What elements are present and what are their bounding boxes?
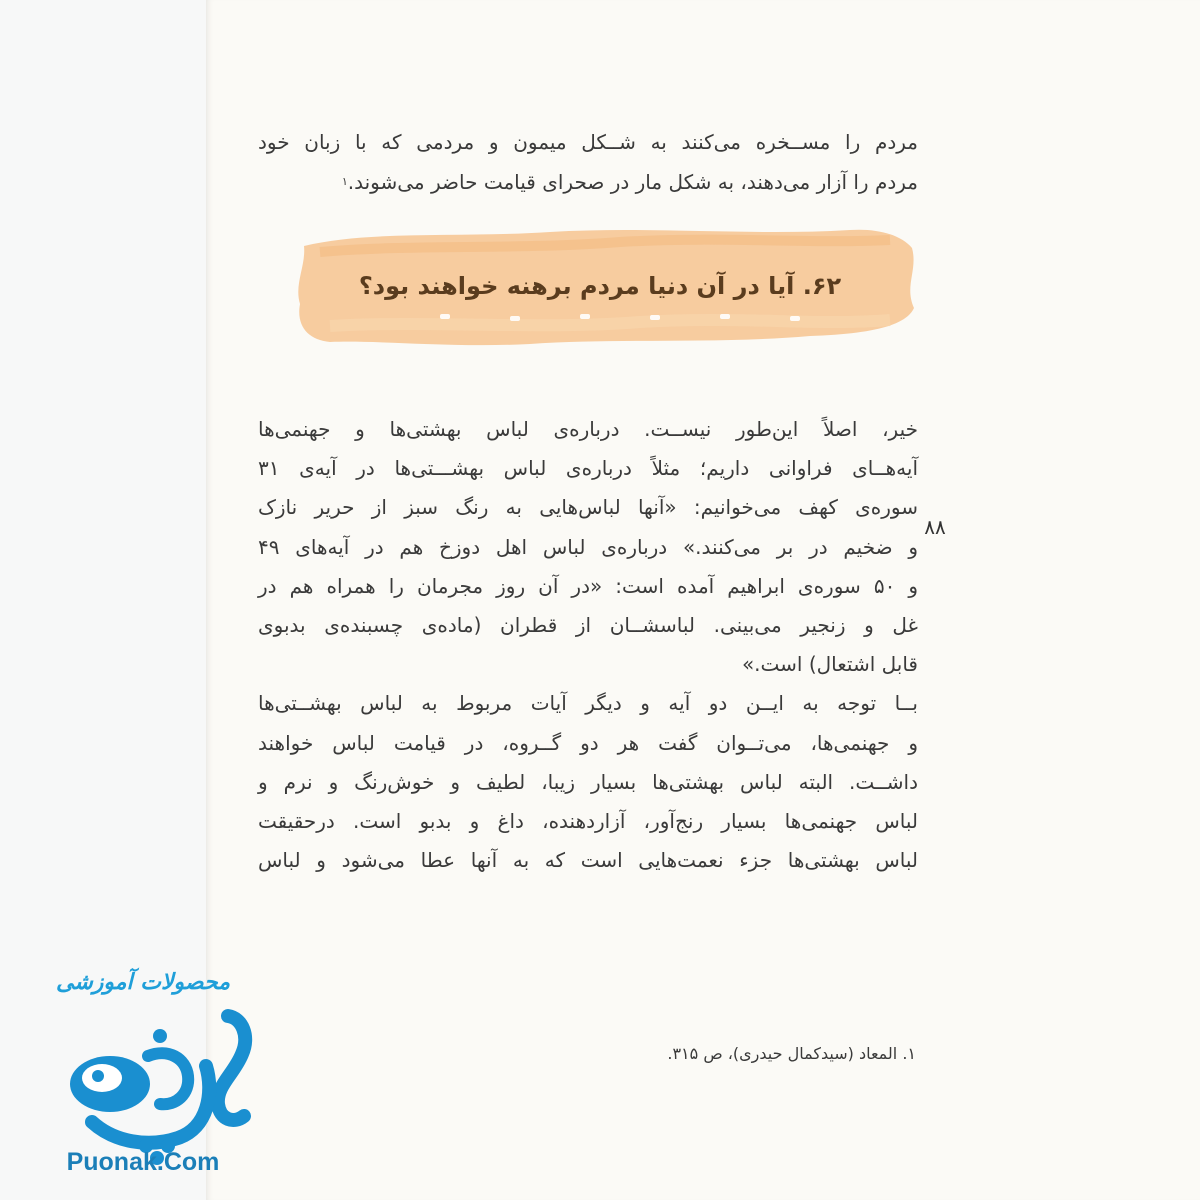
text-line: و جهنمی‌ها، می‌تــوان گفت هر دو گــروه، در قیامت لباس خواهند bbox=[258, 730, 918, 755]
text-line: لباس جهنمی‌ها بسیار رنج‌آور، آزاردهنده، داغ و بدبو است. درحقیقت bbox=[258, 808, 918, 833]
question-heading: ۶۲. آیا در آن دنیا مردم برهنه خواهند بود؟ bbox=[358, 272, 842, 300]
text-line: آیه‌هــای فراوانی داریم؛ مثلاً درباره‌ی لباس بهشـــتی‌ها در آیه‌ی ۳۱ bbox=[258, 456, 918, 481]
logo-site-url: Puonak.Com bbox=[66, 1148, 220, 1176]
body-paragraph bbox=[258, 410, 918, 880]
footnote-ref: ۱ bbox=[341, 175, 348, 188]
text-line: داشــت. البته لباس بهشتی‌ها بسیار زیبا، لطیف و خوش‌رنگ و نرم و bbox=[258, 769, 918, 794]
text-line: لباس بهشتی‌ها جزء نعمت‌هایی است که به آنها عطا می‌شود و لباس bbox=[258, 848, 918, 873]
intro-paragraph bbox=[258, 122, 918, 202]
text-line: بــا توجه به ایــن دو آیه و دیگر آیات مربوط به لباس بهشــتی‌ها bbox=[258, 691, 918, 716]
text-line: سوره‌ی کهف می‌خوانیم: «آنها لباس‌هایی به رنگ سبز از حریر نازک bbox=[258, 495, 918, 520]
watermark-logo bbox=[28, 970, 258, 1190]
logo-wordmark-icon bbox=[28, 996, 258, 1166]
logo-tagline: محصولات آموزشی bbox=[55, 970, 230, 995]
page-number: ۸۸ bbox=[924, 515, 946, 539]
text-line: غل و زنجیر می‌بینی. لباسشــان از قطران (ماده‌ی چسبنده‌ی بدبوی bbox=[258, 612, 918, 637]
text-line-content: مردم را آزار می‌دهند، به شکل مار در صحرای قیامت حاضر می‌شوند. bbox=[347, 170, 918, 194]
footnote: ۱. المعاد (سیدکمال حیدری)، ص ۳۱۵. bbox=[667, 1044, 916, 1063]
text-line: قابل اشتعال) است.» bbox=[741, 652, 918, 677]
text-line: مردم را مســخره می‌کنند به شــکل میمون و مردمی که با زبان خود bbox=[258, 130, 918, 154]
text-line: و ضخیم در بر می‌کنند.» درباره‌ی لباس اهل دوزخ هم در آیه‌های ۴۹ bbox=[258, 534, 918, 559]
text-line: خیر، اصلاً این‌طور نیســت. درباره‌ی لباس بهشتی‌ها و جهنمی‌ها bbox=[258, 417, 918, 441]
text-line: و ۵۰ سوره‌ی ابراهیم آمده است: «در آن روز مجرمان را همراه هم در bbox=[258, 573, 919, 598]
text-line bbox=[258, 162, 918, 202]
